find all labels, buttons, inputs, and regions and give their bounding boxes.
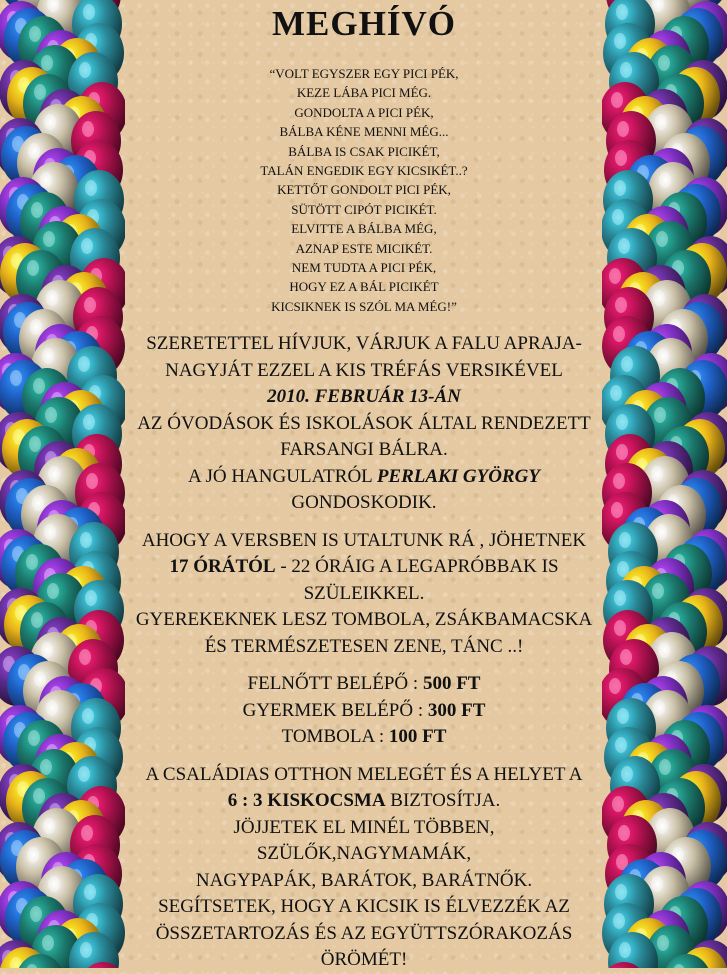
poem-line: ELVITTE A BÁLBA MÉG, (291, 221, 437, 237)
schedule-line (104, 554, 624, 581)
poem-line: KICSIKNEK IS SZÓL MA MÉG!” (271, 298, 457, 314)
poem-line: GONDOLTA A PICI PÉK, (294, 104, 434, 120)
poem-line: SÜTÖTT CIPÓT PICIKÉT. (291, 201, 437, 217)
poem-line: KETTŐT GONDOLT PICI PÉK, (277, 182, 451, 198)
schedule-line: GYEREKEKNEK LESZ TOMBOLA, ZSÁKBAMACSKA (135, 609, 593, 631)
price-value: 100 FT (388, 726, 447, 748)
price-value: 500 FT (422, 673, 481, 695)
poem-line: HOGY EZ A BÁL PICIKÉT (289, 279, 439, 295)
invite-line: NAGYJÁT EZZEL A KIS TRÉFÁS VERSIKÉVEL (165, 359, 563, 381)
host-name: PERLAKI GYÖRGY (376, 465, 540, 487)
schedule-line: AHOGY A VERSBEN IS UTALTUNK RÁ , JÖHETNEK (141, 529, 587, 551)
host-intro: A JÓ HANGULATRÓL (188, 465, 377, 487)
poem-line: TALÁN ENGEDIK EGY KICSIKÉT..? (260, 163, 468, 179)
invite-line: SZERETETTEL HÍVJUK, VÁRJUK A FALU APRAJA- (146, 333, 582, 355)
price-label: TOMBOLA : (281, 726, 389, 748)
venue-suffix: BIZTOSÍTJA. (385, 790, 501, 812)
price-row (104, 724, 624, 751)
closing-line: JÖJJETEK EL MINÉL TÖBBEN, (233, 816, 495, 838)
poem (104, 64, 624, 316)
invite-line (104, 464, 624, 491)
page-title: MEGHÍVÓ (272, 4, 456, 43)
poem-line: NEM TUDTA A PICI PÉK, (291, 260, 437, 276)
closing-line (104, 788, 624, 815)
invite-line: GONDOSKODIK. (291, 492, 437, 514)
poem-line: AZNAP ESTE MICIKÉT. (295, 240, 433, 256)
price-value: 300 FT (427, 699, 486, 721)
invitation-paragraph (104, 331, 624, 517)
schedule-paragraph (104, 528, 624, 661)
price-list (104, 671, 624, 751)
start-time: 17 ÓRÁTÓL (169, 556, 276, 578)
poem-line: BÁLBA IS CSAK PICIKÉT, (288, 143, 440, 159)
schedule-line: SZÜLEIKKEL. (303, 582, 425, 604)
invite-line: AZ ÓVODÁSOK ÉS ISKOLÁSOK ÁLTAL RENDEZETT (137, 412, 591, 434)
price-label: GYERMEK BELÉPŐ : (242, 699, 428, 721)
schedule-line: ÉS TERMÉSZETESEN ZENE, TÁNC ..! (204, 635, 524, 657)
closing-line: SEGÍTSETEK, HOGY A KICSIK IS ÉLVEZZÉK AZ (158, 896, 570, 918)
price-label: FELNŐTT BELÉPŐ : (247, 673, 423, 695)
venue-name: 6 : 3 KISKOCSMA (227, 790, 386, 812)
poem-line: KEZE LÁBA PICI MÉG. (296, 85, 432, 101)
closing-line: SZÜLŐK,NAGYMAMÁK, (256, 843, 472, 865)
closing-paragraph (104, 762, 624, 974)
poem-line: “VOLT EGYSZER EGY PICI PÉK, (269, 66, 459, 81)
closing-line: ÖSSZETARTOZÁS ÉS AZ EGYÜTTSZÓRAKOZÁS (155, 922, 573, 944)
poem-line: BÁLBA KÉNE MENNI MÉG... (279, 124, 449, 140)
closing-line: A CSALÁDIAS OTTHON MELEGÉT ÉS A HELYET A (145, 763, 583, 785)
price-row (104, 671, 624, 698)
closing-line: ÖRÖMÉT! (320, 949, 408, 971)
end-time-text: - 22 ÓRÁIG A LEGAPRÓBBAK IS (275, 556, 559, 578)
event-date: 2010. FEBRUÁR 13-ÁN (267, 386, 461, 408)
price-row (104, 698, 624, 725)
invite-line: FARSANGI BÁLRA. (280, 439, 448, 461)
invitation-content (104, 0, 624, 974)
closing-line: NAGYPAPÁK, BARÁTOK, BARÁTNŐK. (195, 869, 533, 891)
